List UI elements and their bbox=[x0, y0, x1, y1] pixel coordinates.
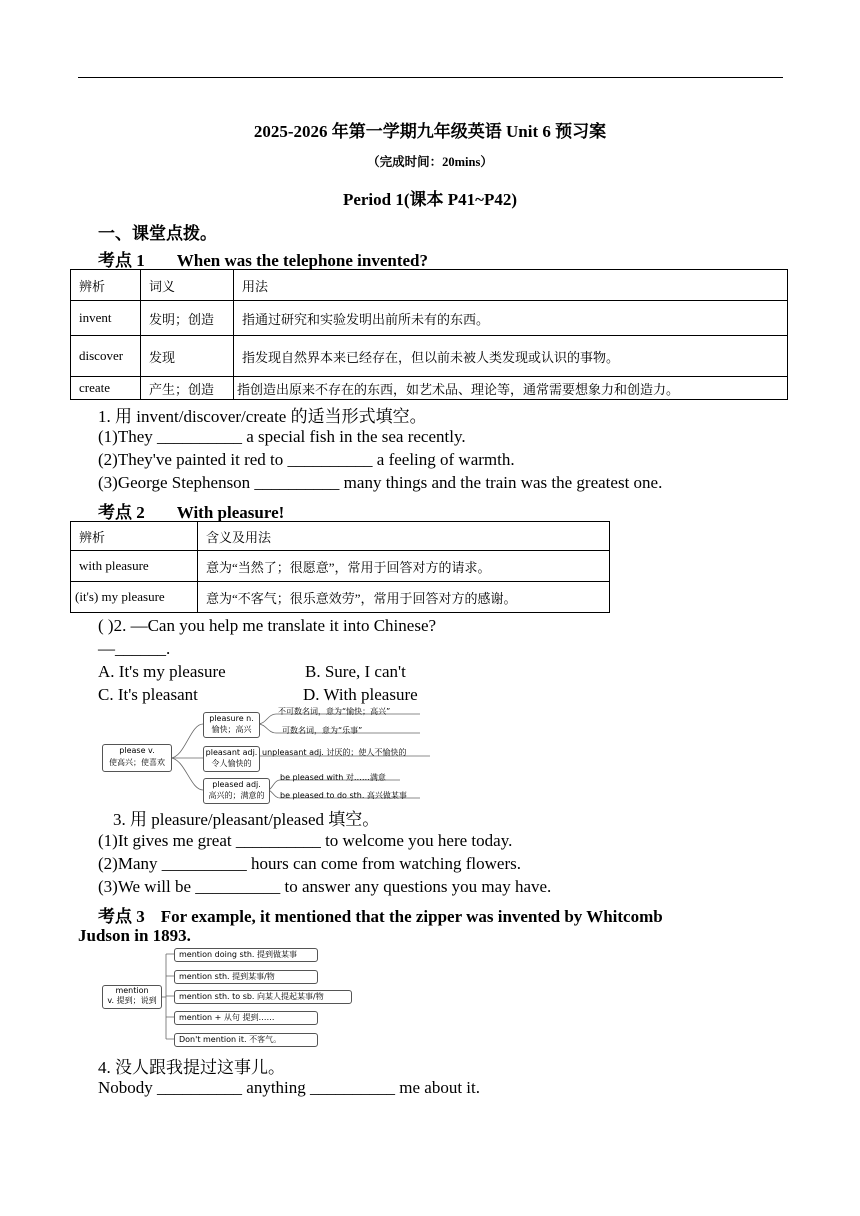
q1-item: (1)They __________ a special fish in the sea recently. bbox=[98, 427, 466, 446]
diagram-note: 可数名词，意为“乐事” bbox=[282, 726, 363, 735]
table-cell: create bbox=[71, 377, 141, 400]
diagram-text: please v. bbox=[119, 746, 155, 755]
time-note: （完成时间：20mins） bbox=[367, 155, 493, 169]
table-cell: (it's) my pleasure bbox=[71, 582, 198, 613]
kp1-table bbox=[70, 269, 788, 400]
diagram-item: mention doing sth. 提到做某事 bbox=[174, 948, 318, 962]
q3-item: (3)We will be __________ to answer any questions you may have. bbox=[98, 877, 552, 896]
kp2-sentence: With pleasure! bbox=[176, 503, 285, 522]
diagram-root-mention bbox=[102, 985, 162, 1009]
table-cell: 意为“不客气；很乐意效劳”，常用于回答对方的感谢。 bbox=[198, 582, 610, 613]
table-cell: with pleasure bbox=[71, 551, 198, 582]
table-cell: 产生；创造 bbox=[141, 377, 234, 400]
kp3-sentence-cont: Judson in 1893. bbox=[78, 926, 191, 945]
q1-item: (3)George Stephenson __________ many things and the train was the greatest one. bbox=[98, 473, 663, 492]
table-header-row bbox=[71, 522, 610, 551]
diagram-text: pleasure n. bbox=[209, 714, 254, 723]
table-cell: 辨析 bbox=[71, 522, 198, 551]
kp3-sentence: For example, it mentioned that the zipper was invented by Whitcomb bbox=[160, 907, 663, 926]
q2-stem: ( )2. —Can you help me translate it into Chinese? bbox=[98, 616, 437, 635]
q3-item: (2)Many __________ hours can come from watching flowers. bbox=[98, 854, 522, 873]
q2-option-b: B. Sure, I can't bbox=[305, 662, 406, 681]
kp2-label: 考点 2 bbox=[98, 503, 145, 522]
table-cell: 含义及用法 bbox=[198, 522, 610, 551]
diagram-note: unpleasant adj. 讨厌的；使人不愉快的 bbox=[262, 748, 407, 757]
mention-word-diagram bbox=[100, 945, 350, 1045]
table-row bbox=[71, 336, 788, 377]
q1-item: (2)They've painted it red to __________ a feeling of warmth. bbox=[98, 450, 515, 469]
diagram-text: 高兴的；满意的 bbox=[208, 791, 265, 800]
diagram-root-please bbox=[102, 744, 172, 772]
diagram-text: 愉快；高兴 bbox=[211, 725, 252, 734]
table-cell: 用法 bbox=[234, 270, 788, 301]
table-cell: 辨析 bbox=[71, 270, 141, 301]
q2-option-a: A. It's my pleasure bbox=[98, 662, 226, 681]
kp2-heading bbox=[98, 498, 284, 523]
table-header-row bbox=[71, 270, 788, 301]
table-cell: 发现 bbox=[141, 336, 234, 377]
kp2-table bbox=[70, 521, 610, 613]
kp3-heading bbox=[98, 902, 663, 927]
top-rule bbox=[78, 77, 783, 78]
kp1-label: 考点 1 bbox=[98, 251, 145, 270]
table-cell: 词义 bbox=[141, 270, 234, 301]
diagram-text: v. 提到；说到 bbox=[107, 996, 157, 1005]
diagram-text: 令人愉快的 bbox=[211, 759, 252, 768]
table-cell: 指创造出原来不存在的东西，如艺术品、理论等，通常需要想象力和创造力。 bbox=[234, 377, 788, 400]
q3-item: (1)It gives me great __________ to welcome you here today. bbox=[98, 831, 513, 850]
table-cell: invent bbox=[71, 301, 141, 336]
table-row bbox=[71, 582, 610, 613]
diagram-text: mention bbox=[115, 986, 149, 995]
diagram-box-pleasant bbox=[203, 746, 260, 772]
diagram-note: be pleased to do sth. 高兴做某事 bbox=[280, 791, 407, 800]
table-row bbox=[71, 551, 610, 582]
table-cell: 指发现自然界本来已经存在，但以前未被人类发现或认识的事物。 bbox=[234, 336, 788, 377]
section-heading: 一、课堂点拨。 bbox=[98, 224, 217, 243]
kp1-heading bbox=[98, 246, 428, 271]
q4-prompt: 4. 没人跟我提过这事儿。 bbox=[98, 1058, 285, 1077]
table-cell: 发明；创造 bbox=[141, 301, 234, 336]
table-cell: 指通过研究和实验发明出前所未有的东西。 bbox=[234, 301, 788, 336]
diagram-item: mention + 从句 提到…… bbox=[174, 1011, 318, 1025]
please-word-diagram bbox=[100, 706, 440, 802]
q4-item: Nobody __________ anything __________ me about it. bbox=[98, 1078, 481, 1097]
diagram-box-pleasure bbox=[203, 712, 260, 738]
q2-option-c: C. It's pleasant bbox=[98, 685, 198, 704]
table-cell: 意为“当然了；很愿意”，常用于回答对方的请求。 bbox=[198, 551, 610, 582]
diagram-note: be pleased with 对……满意 bbox=[280, 773, 386, 782]
table-row bbox=[71, 301, 788, 336]
q2-answer-line: —______. bbox=[98, 639, 171, 658]
period-heading: Period 1(课本 P41~P42) bbox=[342, 190, 518, 209]
diagram-text: 使高兴；使喜欢 bbox=[109, 758, 165, 767]
diagram-item: Don't mention it. 不客气。 bbox=[174, 1033, 318, 1047]
table-row bbox=[71, 377, 788, 400]
kp1-sentence: When was the telephone invented? bbox=[176, 251, 428, 270]
diagram-item: mention sth. to sb. 向某人提起某事/物 bbox=[174, 990, 352, 1004]
page-title: 2025-2026 年第一学期九年级英语 Unit 6 预习案 bbox=[253, 122, 607, 141]
table-cell: discover bbox=[71, 336, 141, 377]
kp3-label: 考点 3 bbox=[98, 907, 145, 926]
diagram-text: pleased adj. bbox=[212, 780, 261, 789]
q3-prompt: 3. 用 pleasure/pleasant/pleased 填空。 bbox=[113, 810, 380, 829]
diagram-note: 不可数名词，意为“愉快；高兴” bbox=[278, 707, 391, 716]
q2-option-d: D. With pleasure bbox=[303, 685, 418, 704]
diagram-box-pleased bbox=[203, 778, 270, 804]
diagram-text: pleasant adj. bbox=[205, 748, 258, 757]
q1-prompt: 1. 用 invent/discover/create 的适当形式填空。 bbox=[98, 407, 427, 426]
diagram-item: mention sth. 提到某事/物 bbox=[174, 970, 318, 984]
